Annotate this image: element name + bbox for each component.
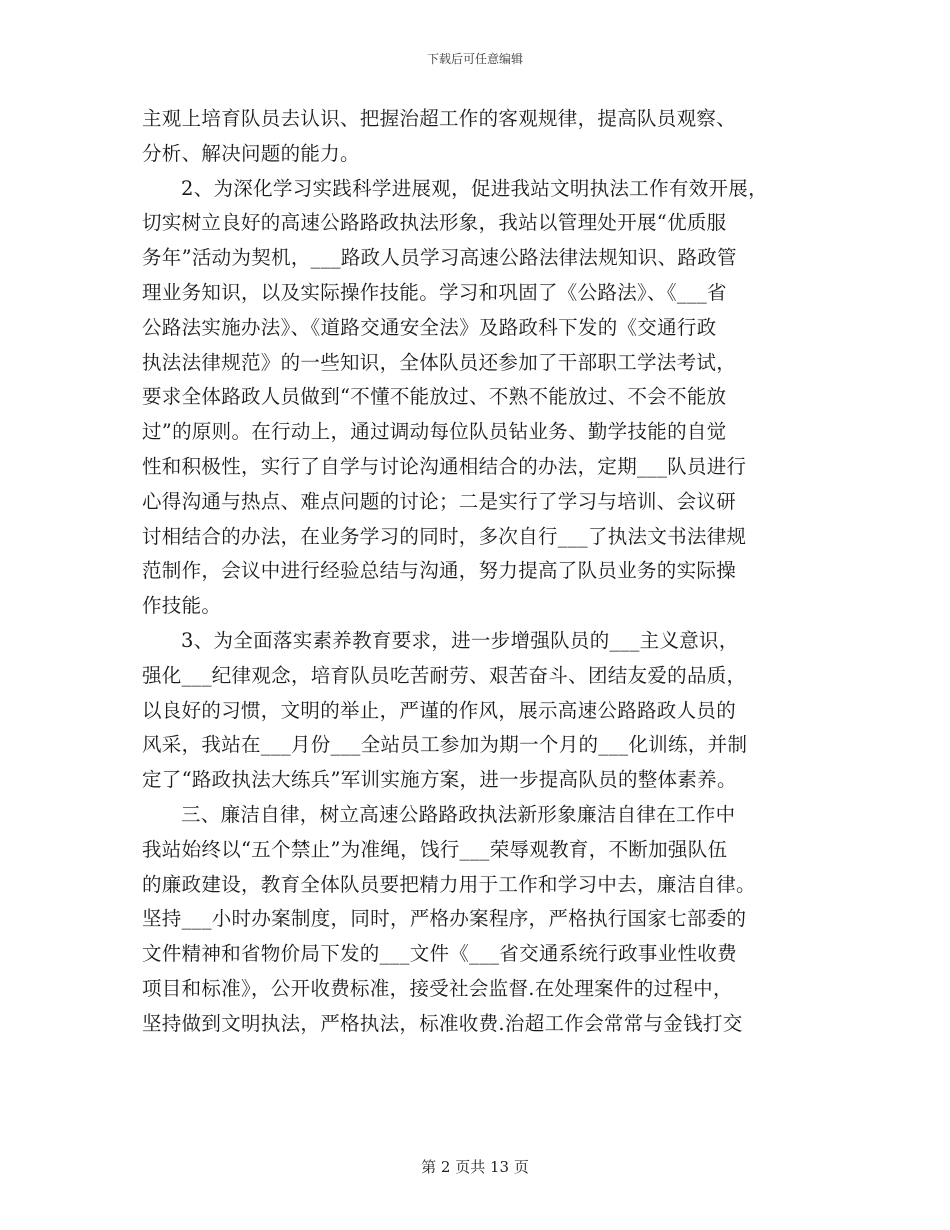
text-line: 分析、解决问题的能力。 <box>142 141 360 165</box>
text-line: 要求全体路政人员做到“不懂不能放过、不熟不能放过、不会不能放 <box>142 385 727 409</box>
text-line: 务年”活动为契机，___路政人员学习高速公路法律法规知识、路政管 <box>142 246 737 270</box>
text-line: 坚持做到文明执法，严格执法，标准收费.治超工作会常常与金钱打交 <box>142 1011 743 1035</box>
text-line: 作技能。 <box>142 594 222 618</box>
text-line: 公路法实施办法》、《道路交通安全法》及路政科下发的《交通行政 <box>142 315 717 339</box>
text-line: 三、廉洁自律，树立高速公路路政执法新形象廉洁自律在工作中 <box>181 802 736 826</box>
text-line: 的廉政建设，教育全体队员要把精力用于工作和学习中去，廉洁自律。 <box>142 872 756 896</box>
page-header: 下载后可任意编辑 <box>426 52 523 66</box>
text-line: 3、为全面落实素养教育要求，进一步增强队员的___主义意识， <box>181 628 739 652</box>
text-line: 文件精神和省物价局下发的___文件《___省交通系统行政事业性收费 <box>142 942 737 966</box>
text-line: 坚持___小时办案制度，同时，严格办案程序，严格执行国家七部委的 <box>142 907 747 931</box>
text-line: 我站始终以“五个禁止”为准绳，饯行___荣辱观教育，不断加强队伍 <box>142 837 728 861</box>
text-line: 性和积极性，实行了自学与讨论沟通相结合的办法，定期___队员进行 <box>142 454 747 478</box>
text-line: 心得沟通与热点、难点问题的讨论；二是实行了学习与培训、会议研 <box>142 489 737 513</box>
text-line: 2、为深化学习实践科学进展观，促进我站文明执法工作有效开展， <box>181 176 768 200</box>
text-line: 切实树立良好的高速公路路政执法形象，我站以管理处开展“优质服 <box>142 211 727 235</box>
text-line: 范制作，会议中进行经验总结与沟通，努力提高了队员业务的实际操 <box>142 559 737 583</box>
text-line: 过”的原则。在行动上，通过调动每位队员钻业务、勤学技能的自觉 <box>142 420 727 444</box>
document-body <box>142 102 822 1042</box>
text-line: 项目和标准》，公开收费标准，接受社会监督.在处理案件的过程中， <box>142 976 733 1000</box>
text-line: 以良好的习惯，文明的举止，严谨的作风，展示高速公路路政人员的 <box>142 698 737 722</box>
text-line: 定了“路政执法大练兵”军训实施方案，进一步提高队员的整体素养。 <box>142 768 737 792</box>
text-line: 理业务知识，以及实际操作技能。学习和巩固了《公路法》、《___省 <box>142 280 727 304</box>
text-line: 强化___纪律观念，培育队员吃苦耐劳、艰苦奋斗、团结友爱的品质， <box>142 663 747 687</box>
text-line: 执法法律规范》的一些知识，全体队员还参加了干部职工学法考试， <box>142 350 737 374</box>
page-footer: 第 2 页共 13 页 <box>421 1158 529 1176</box>
text-line: 风采，我站在___月份___全站员工参加为期一个月的___化训练，并制 <box>142 733 748 757</box>
text-line: 主观上培育队员去认识、把握治超工作的客观规律，提高队员观察、 <box>142 107 737 130</box>
text-line: 讨相结合的办法，在业务学习的同时，多次自行___了执法文书法律规 <box>142 524 747 548</box>
